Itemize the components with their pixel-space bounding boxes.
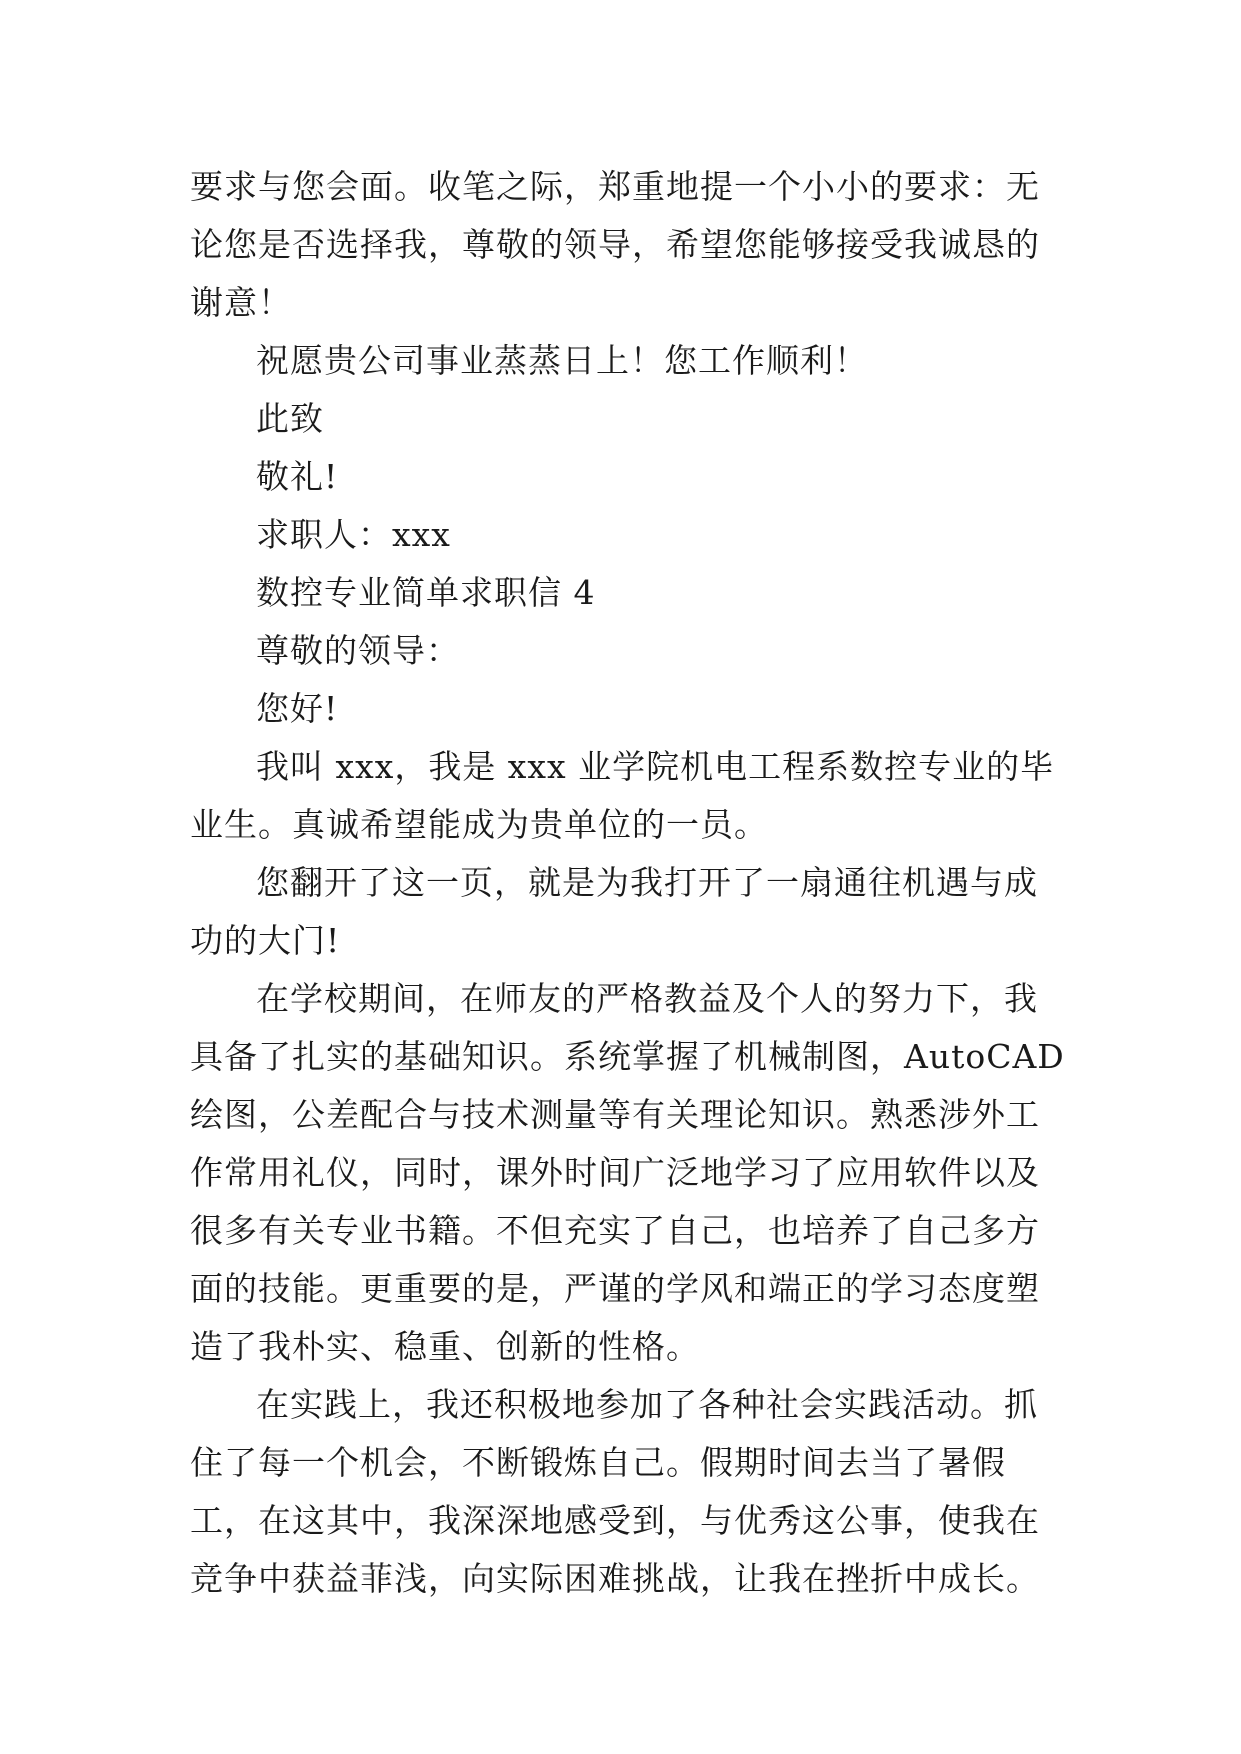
paragraph-greeting-leader: 尊敬的领导： bbox=[256, 631, 460, 670]
paragraph-practice: 在实践上，我还积极地参加了各种社会实践活动。抓住了每一个机会，不断锻炼自己。假期时间去当了暑假工，在这其中，我深深地感受到，与优秀这公事，使我在竞争中获益菲浅，向实际困难挑战，让我在挫折中成长。 bbox=[190, 1385, 1040, 1598]
paragraph-introduction: 我叫 xxx，我是 xxx 业学院机电工程系数控专业的毕业生。真诚希望能成为贵单位的一员。 bbox=[190, 747, 1055, 844]
paragraph-school-study: 在学校期间，在师友的严格教益及个人的努力下，我具备了扎实的基础知识。系统掌握了机械制图，AutoCAD 绘图，公差配合与技术测量等有关理论知识。熟悉涉外工作常用礼仪，同时，课外时间广泛地学习了应用软件以及很多有关专业书籍。不但充实了自己，也培养了自己多方面的技能。更重要的是，严谨的学风和端正的学习态度塑造了我朴实、稳重、创新的性格。 bbox=[190, 979, 1065, 1366]
paragraph-wishes: 祝愿贵公司事业蒸蒸日上！您工作顺利！ bbox=[256, 341, 868, 380]
paragraph-salutation-cizhi: 此致 bbox=[256, 399, 324, 438]
letter-heading: 数控专业简单求职信 4 bbox=[256, 573, 596, 612]
paragraph-opportunity: 您翻开了这一页，就是为我打开了一扇通往机遇与成功的大门! bbox=[190, 863, 1038, 960]
paragraph-salutation-jingli: 敬礼! bbox=[256, 457, 339, 496]
paragraph-applicant-signature: 求职人：xxx bbox=[256, 515, 451, 554]
paragraph-closing-request: 要求与您会面。收笔之际，郑重地提一个小小的要求：无论您是否选择我，尊敬的领导，希望您能够接受我诚恳的谢意！ bbox=[190, 167, 1040, 322]
letter-body bbox=[190, 158, 1070, 1608]
paragraph-greeting-hello: 您好! bbox=[256, 689, 339, 728]
